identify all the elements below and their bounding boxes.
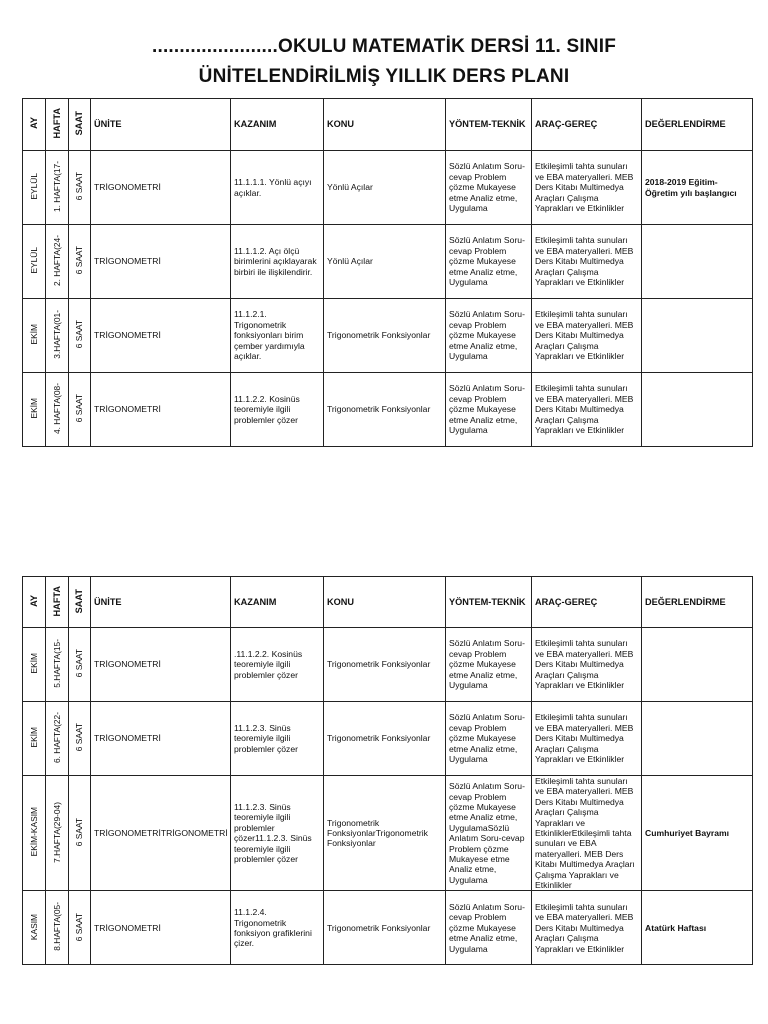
method-cell: Sözlü Anlatım Soru-cevap Problem çözme Mukayese etme Analiz etme, Uygulama bbox=[446, 891, 532, 965]
unit-cell: TRİGONOMETRİ bbox=[91, 299, 231, 373]
material-cell: Etkileşimli tahta sunuları ve EBA materyalleri. MEB Ders Kitabı Multimedya Araçları Çalışma Yaprakları ve Etkinlikler bbox=[532, 225, 642, 299]
evaluation-cell bbox=[642, 373, 753, 447]
header-yontem: YÖNTEM-TEKNİK bbox=[446, 99, 532, 151]
method-cell: Sözlü Anlatım Soru-cevap Problem çözme Mukayese etme Analiz etme, Uygulama bbox=[446, 151, 532, 225]
header-degerlendirme: DEĞERLENDİRME bbox=[642, 99, 753, 151]
week-cell: 1. HAFTA(17- bbox=[46, 151, 69, 225]
header-arac: ARAÇ-GEREÇ bbox=[532, 99, 642, 151]
header-konu: KONU bbox=[324, 577, 446, 628]
hours-cell: 6 SAAT bbox=[69, 891, 91, 965]
header-ay: AY bbox=[23, 577, 46, 628]
month-cell: EYLÜL bbox=[23, 151, 46, 225]
header-saat: SAAT bbox=[69, 577, 91, 628]
method-cell: Sözlü Anlatım Soru-cevap Problem çözme Mukayese etme Analiz etme, UygulamaSözlü Anlatım Soru-cevap Problem çözme Mukayese etme Analiz etme, Uygulama bbox=[446, 776, 532, 891]
topic-cell: Yönlü Açılar bbox=[324, 151, 446, 225]
topic-cell: Trigonometrik Fonksiyonlar bbox=[324, 373, 446, 447]
table-row bbox=[23, 373, 753, 447]
document-title-line-1: .......................OKULU MATEMATİK DERSİ 11. SINIF bbox=[151, 36, 617, 57]
table-header-row bbox=[23, 577, 753, 628]
hours-cell: 6 SAAT bbox=[69, 628, 91, 702]
header-hafta: HAFTA bbox=[46, 99, 69, 151]
method-cell: Sözlü Anlatım Soru-cevap Problem çözme Mukayese etme Analiz etme, Uygulama bbox=[446, 299, 532, 373]
week-cell: 3.HAFTA(01- bbox=[46, 299, 69, 373]
method-cell: Sözlü Anlatım Soru-cevap Problem çözme Mukayese etme Analiz etme, Uygulama bbox=[446, 225, 532, 299]
header-arac: ARAÇ-GEREÇ bbox=[532, 577, 642, 628]
header-saat: SAAT bbox=[69, 99, 91, 151]
table-row bbox=[23, 702, 753, 776]
hours-cell: 6 SAAT bbox=[69, 151, 91, 225]
header-unite: ÜNİTE bbox=[91, 99, 231, 151]
week-cell: 5.HAFTA(15- bbox=[46, 628, 69, 702]
month-cell: EKİM bbox=[23, 702, 46, 776]
material-cell: Etkileşimli tahta sunuları ve EBA materyalleri. MEB Ders Kitabı Multimedya Araçları Çalışma Yaprakları ve Etkinlikler bbox=[532, 702, 642, 776]
outcome-cell: 11.1.2.3. Sinüs teoremiyle ilgili problemler çözer bbox=[231, 702, 324, 776]
evaluation-cell: Atatürk Haftası bbox=[642, 891, 753, 965]
table-row bbox=[23, 891, 753, 965]
document-title-line-2: ÜNİTELENDİRİLMİŞ YILLIK DERS PLANI bbox=[198, 66, 570, 87]
evaluation-cell bbox=[642, 628, 753, 702]
material-cell: Etkileşimli tahta sunuları ve EBA materyalleri. MEB Ders Kitabı Multimedya Araçları Çalışma Yaprakları ve Etkinlikler bbox=[532, 373, 642, 447]
week-cell: 8.HAFTA(05- bbox=[46, 891, 69, 965]
material-cell: Etkileşimli tahta sunuları ve EBA materyalleri. MEB Ders Kitabı Multimedya Araçları Çalışma Yaprakları ve Etkinlikler bbox=[532, 299, 642, 373]
plan-table-1 bbox=[22, 98, 753, 447]
unit-cell: TRİGONOMETRİ bbox=[91, 628, 231, 702]
evaluation-cell: 2018-2019 Eğitim-Öğretim yılı başlangıcı bbox=[642, 151, 753, 225]
outcome-cell: 11.1.2.2. Kosinüs teoremiyle ilgili problemler çözer bbox=[231, 373, 324, 447]
evaluation-cell bbox=[642, 299, 753, 373]
material-cell: Etkileşimli tahta sunuları ve EBA materyalleri. MEB Ders Kitabı Multimedya Araçları Çalışma Yaprakları ve Etkinlikler bbox=[532, 628, 642, 702]
month-cell: EKİM-KASIM bbox=[23, 776, 46, 891]
material-cell: Etkileşimli tahta sunuları ve EBA materyalleri. MEB Ders Kitabı Multimedya Araçları Çalışma Yaprakları ve EtkinliklerEtkileşimli tahta sunuları ve EBA materyalleri. MEB Ders Kitabı Multimedya Araçları Çalışma Yaprakları ve Etkinlikler bbox=[532, 776, 642, 891]
header-konu: KONU bbox=[324, 99, 446, 151]
table-row bbox=[23, 151, 753, 225]
header-kazanim: KAZANIM bbox=[231, 577, 324, 628]
unit-cell: TRİGONOMETRİ bbox=[91, 702, 231, 776]
unit-cell: TRİGONOMETRİ bbox=[91, 891, 231, 965]
method-cell: Sözlü Anlatım Soru-cevap Problem çözme Mukayese etme Analiz etme, Uygulama bbox=[446, 373, 532, 447]
outcome-cell: 11.1.2.3. Sinüs teoremiyle ilgili problemler çözer11.1.2.3. Sinüs teoremiyle ilgili problemler çözer bbox=[231, 776, 324, 891]
header-ay: AY bbox=[23, 99, 46, 151]
table-header-row bbox=[23, 99, 753, 151]
topic-cell: Trigonometrik Fonksiyonlar bbox=[324, 702, 446, 776]
hours-cell: 6 SAAT bbox=[69, 299, 91, 373]
outcome-cell: 11.1.2.1. Trigonometrik fonksiyonları birim çember yardımıyla açıklar. bbox=[231, 299, 324, 373]
header-degerlendirme: DEĞERLENDİRME bbox=[642, 577, 753, 628]
method-cell: Sözlü Anlatım Soru-cevap Problem çözme Mukayese etme Analiz etme, Uygulama bbox=[446, 628, 532, 702]
outcome-cell: .11.1.2.2. Kosinüs teoremiyle ilgili problemler çözer bbox=[231, 628, 324, 702]
header-yontem: YÖNTEM-TEKNİK bbox=[446, 577, 532, 628]
hours-cell: 6 SAAT bbox=[69, 702, 91, 776]
header-kazanim: KAZANIM bbox=[231, 99, 324, 151]
outcome-cell: 11.1.2.4. Trigonometrik fonksiyon grafiklerini çizer. bbox=[231, 891, 324, 965]
month-cell: EYLÜL bbox=[23, 225, 46, 299]
topic-cell: Trigonometrik Fonksiyonlar bbox=[324, 628, 446, 702]
material-cell: Etkileşimli tahta sunuları ve EBA materyalleri. MEB Ders Kitabı Multimedya Araçları Çalışma Yaprakları ve Etkinlikler bbox=[532, 151, 642, 225]
method-cell: Sözlü Anlatım Soru-cevap Problem çözme Mukayese etme Analiz etme, Uygulama bbox=[446, 702, 532, 776]
plan-table-2 bbox=[22, 576, 753, 965]
outcome-cell: 11.1.1.1. Yönlü açıyı açıklar. bbox=[231, 151, 324, 225]
table-row bbox=[23, 776, 753, 891]
evaluation-cell bbox=[642, 225, 753, 299]
unit-cell: TRİGONOMETRİ bbox=[91, 373, 231, 447]
header-hafta: HAFTA bbox=[46, 577, 69, 628]
topic-cell: Trigonometrik FonksiyonlarTrigonometrik Fonksiyonlar bbox=[324, 776, 446, 891]
table-row bbox=[23, 628, 753, 702]
hours-cell: 6 SAAT bbox=[69, 373, 91, 447]
table-row bbox=[23, 225, 753, 299]
unit-cell: TRİGONOMETRİTRİGONOMETRİ bbox=[91, 776, 231, 891]
evaluation-cell bbox=[642, 702, 753, 776]
month-cell: EKİM bbox=[23, 628, 46, 702]
week-cell: 6. HAFTA(22- bbox=[46, 702, 69, 776]
table-row bbox=[23, 299, 753, 373]
topic-cell: Yönlü Açılar bbox=[324, 225, 446, 299]
unit-cell: TRİGONOMETRİ bbox=[91, 225, 231, 299]
week-cell: 4. HAFTA(08- bbox=[46, 373, 69, 447]
week-cell: 2. HAFTA(24- bbox=[46, 225, 69, 299]
week-cell: 7.HAFTA(29-04) bbox=[46, 776, 69, 891]
topic-cell: Trigonometrik Fonksiyonlar bbox=[324, 299, 446, 373]
hours-cell: 6 SAAT bbox=[69, 776, 91, 891]
month-cell: EKİM bbox=[23, 373, 46, 447]
month-cell: KASIM bbox=[23, 891, 46, 965]
material-cell: Etkileşimli tahta sunuları ve EBA materyalleri. MEB Ders Kitabı Multimedya Araçları Çalışma Yaprakları ve Etkinlikler bbox=[532, 891, 642, 965]
outcome-cell: 11.1.1.2. Açı ölçü birimlerini açıklayarak birbiri ile ilişkilendirir. bbox=[231, 225, 324, 299]
header-unite: ÜNİTE bbox=[91, 577, 231, 628]
month-cell: EKİM bbox=[23, 299, 46, 373]
unit-cell: TRİGONOMETRİ bbox=[91, 151, 231, 225]
hours-cell: 6 SAAT bbox=[69, 225, 91, 299]
topic-cell: Trigonometrik Fonksiyonlar bbox=[324, 891, 446, 965]
evaluation-cell: Cumhuriyet Bayramı bbox=[642, 776, 753, 891]
